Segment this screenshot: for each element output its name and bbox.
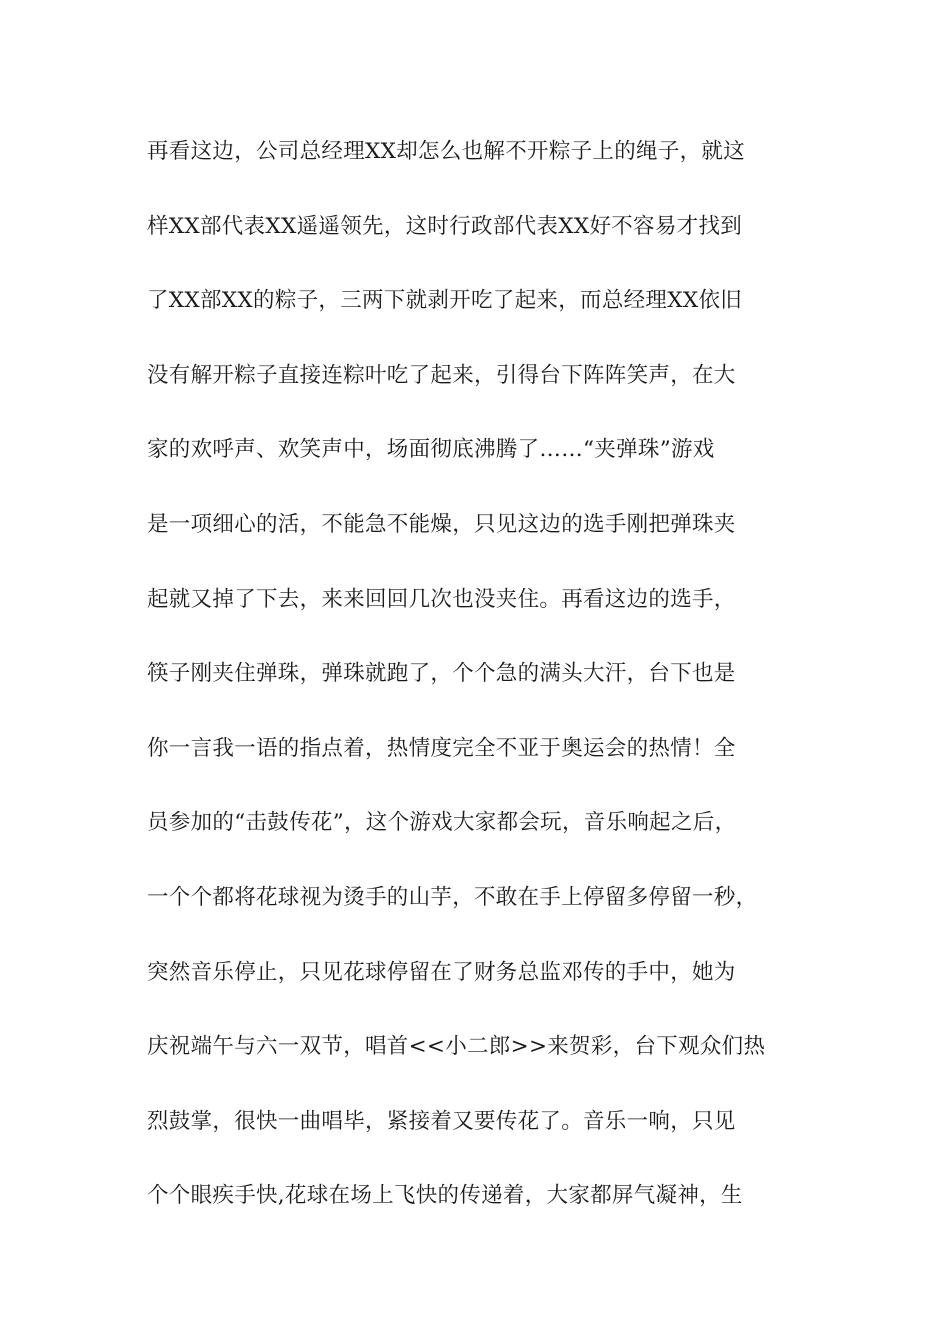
text-line: 筷子刚夹住弹珠，弹珠就跑了，个个急的满头大汗，台下也是 xyxy=(147,661,736,687)
text-line: 一个个都将花球视为烫手的山芋，不敢在手上停留多停留一秒， xyxy=(147,884,758,910)
text-line: 没有解开粽子直接连粽叶吃了起来，引得台下阵阵笑声，在大 xyxy=(147,362,736,388)
text-line: 烈鼓掌，很快一曲唱毕，紧接着又要传花了。音乐一响，只见 xyxy=(147,1108,736,1134)
text-line: 员参加的“击鼓传花”，这个游戏大家都会玩，音乐响起之后， xyxy=(147,810,737,836)
text-line: 你一言我一语的指点着，热情度完全不亚于奥运会的热情！全 xyxy=(147,735,736,761)
text-line: 庆祝端午与六一双节，唱首<<小二郎>>来贺彩，台下观众们热 xyxy=(147,1034,766,1060)
text-line: 样XX部代表XX遥遥领先，这时行政部代表XX好不容易才找到 xyxy=(147,213,743,239)
document-body xyxy=(147,132,827,1251)
text-line: 家的欢呼声、欢笑声中，场面彻底沸腾了……“夹弹珠”游戏 xyxy=(147,437,715,463)
text-line: 起就又掉了下去，来来回回几次也没夹住。再看这边的选手， xyxy=(147,586,736,612)
text-line: 是一项细心的活，不能急不能燥，只见这边的选手刚把弹珠夹 xyxy=(147,511,736,537)
text-line: 了XX部XX的粽子，三两下就剥开吃了起来，而总经理XX依旧 xyxy=(147,288,743,314)
text-line: 再看这边，公司总经理XX却怎么也解不开粽子上的绳子，就这 xyxy=(147,139,746,164)
text-line: 个个眼疾手快,花球在场上飞快的传递着，大家都屏气凝神，生 xyxy=(147,1183,743,1209)
text-line: 突然音乐停止，只见花球停留在了财务总监邓传的手中，她为 xyxy=(147,959,736,985)
